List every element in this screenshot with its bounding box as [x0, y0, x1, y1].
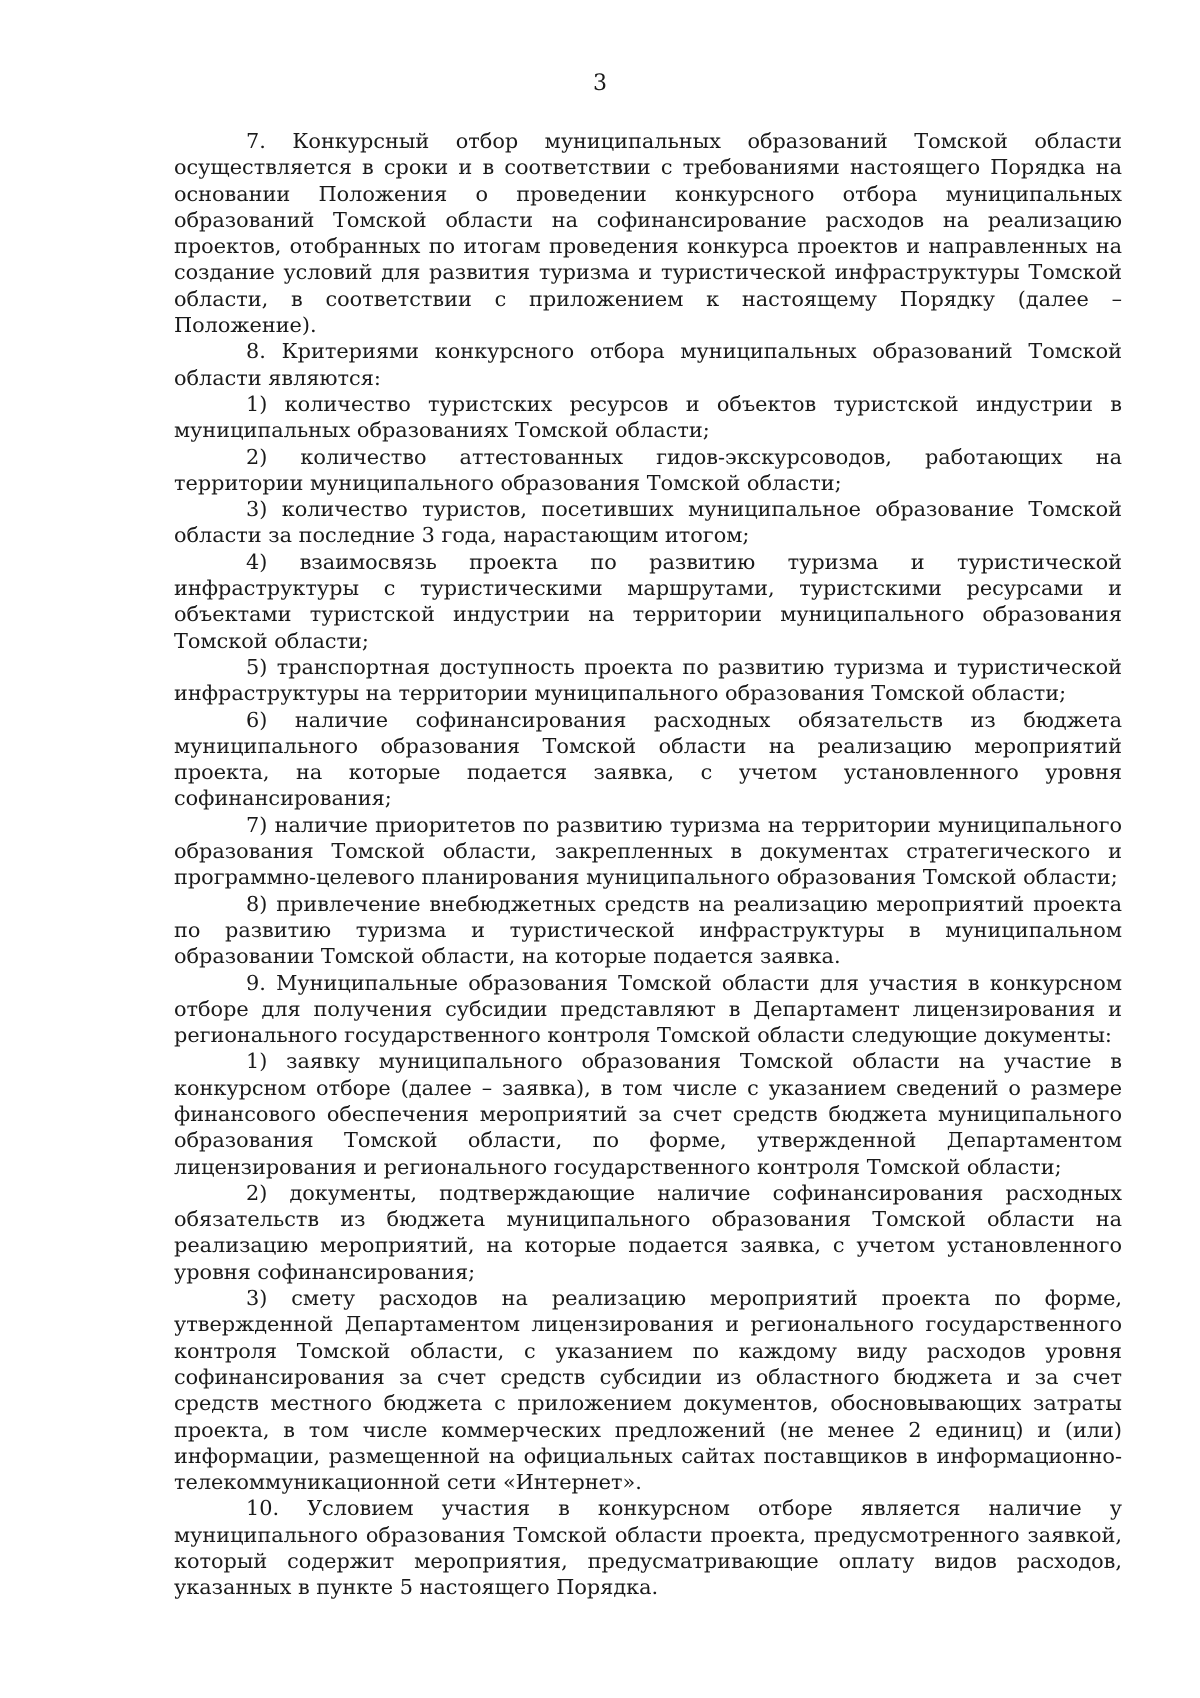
- criterion-2: 2) количество аттестованных гидов-экскурсоводов, работающих на территории муниципального образования Томской области;: [174, 444, 1122, 495]
- criterion-1: 1) количество туристских ресурсов и объектов туристской индустрии в муниципальных образованиях Томской области;: [174, 391, 1122, 443]
- paragraph-10: 10. Условием участия в конкурсном отборе является наличие у муниципального образования Томской области проекта, предусмотренного заявкой, который содержит мероприятия, предусматривающие оплату видов расходов, указанных в пункте 5 настоящего Порядка.: [174, 1496, 1122, 1600]
- criterion-5: 5) транспортная доступность проекта по развитию туризма и туристической инфраструктуры на территории муниципального образования Томской области;: [174, 654, 1122, 706]
- document-item-2: 2) документы, подтверждающие наличие софинансирования расходных обязательств из бюджета муниципального образования Томской области на реализацию мероприятий, на которые подается заявка, с учетом установленного уровня софинансирования;: [174, 1180, 1122, 1284]
- criterion-3: 3) количество туристов, посетивших муниципальное образование Томской области за последние 3 года, нарастающим итогом;: [174, 497, 1122, 548]
- criterion-8: 8) привлечение внебюджетных средств на реализацию мероприятий проекта по развитию туризма и туристической инфраструктуры в муниципальном образовании Томской области, на которые подается заявка.: [174, 891, 1122, 969]
- paragraph-7: 7. Конкурсный отбор муниципальных образований Томской области осуществляется в сроки и в соответствии с требованиями настоящего Порядка на основании Положения о проведении конкурсного отбора муниципальных образований Томской области на софинансирование расходов на реализацию проектов, отобранных по итогам проведения конкурса проектов и направленных на создание условий для развития туризма и туристической инфраструктуры Томской области, в соответствии с приложением к настоящему Порядку (далее – Положение).: [174, 129, 1122, 338]
- criterion-6: 6) наличие софинансирования расходных обязательств из бюджета муниципального образования Томской области на реализацию мероприятий проекта, на которые подается заявка, с учетом установленного уровня софинансирования;: [174, 707, 1122, 811]
- paragraph-9: 9. Муниципальные образования Томской области для участия в конкурсном отборе для получения субсидии представляют в Департамент лицензирования и регионального государственного контроля Томской области следующие документы:: [174, 970, 1122, 1048]
- document-body: [174, 128, 1122, 1601]
- paragraph-8: 8. Критериями конкурсного отбора муниципальных образований Томской области являются:: [174, 339, 1122, 390]
- document-item-1: 1) заявку муниципального образования Томской области на участие в конкурсном отборе (далее – заявка), в том числе с указанием сведений о размере финансового обеспечения мероприятий за счет средств бюджета муниципального образования Томской области, по форме, утвержденной Департаментом лицензирования и регионального государственного контроля Томской области;: [174, 1049, 1122, 1179]
- document-item-3: 3) смету расходов на реализацию мероприятий проекта по форме, утвержденной Департаментом лицензирования и регионального государственного контроля Томской области, с указанием по каждому виду расходов уровня софинансирования за счет средств субсидии из областного бюджета и за счет средств местного бюджета с приложением документов, обосновывающих затраты проекта, в том числе коммерческих предложений (не менее 2 единиц) и (или) информации, размещенной на официальных сайтах поставщиков в информационно-телекоммуникационной сети «Интернет».: [174, 1286, 1122, 1495]
- page-number: 3: [593, 71, 607, 96]
- criterion-7: 7) наличие приоритетов по развитию туризма на территории муниципального образования Томской области, закрепленных в документах стратегического и программно-целевого планирования муниципального образования Томской области;: [174, 812, 1122, 890]
- criterion-4: 4) взаимосвязь проекта по развитию туризма и туристической инфраструктуры с туристическими маршрутами, туристскими ресурсами и объектами туристской индустрии на территории муниципального образования Томской области;: [174, 549, 1122, 653]
